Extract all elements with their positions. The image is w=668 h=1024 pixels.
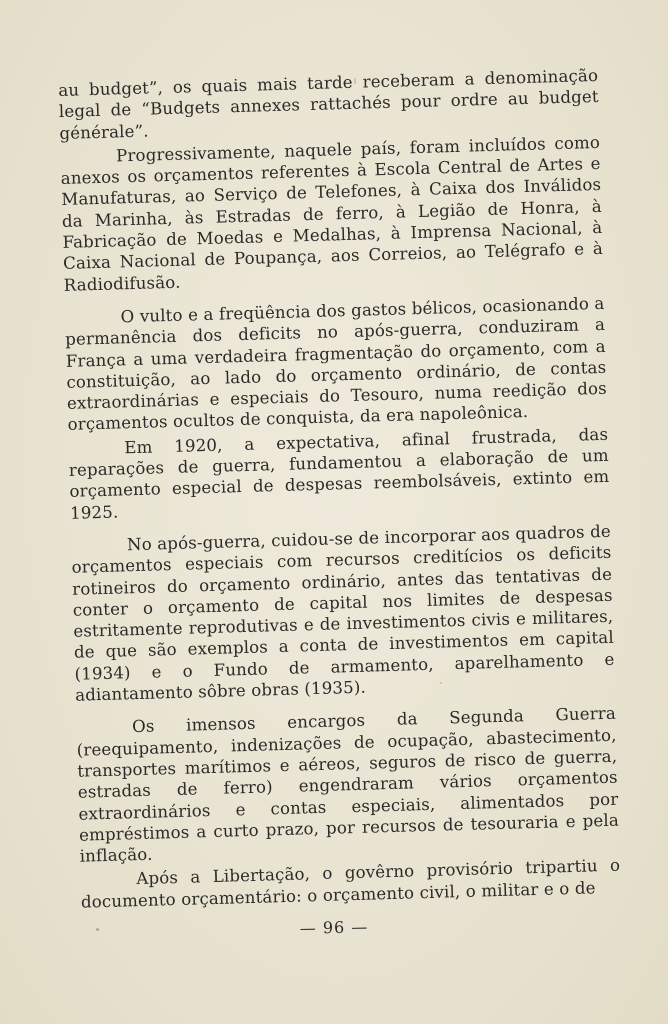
paragraph-3: O vulto e a freqüência dos gastos bélicos, ocasionando a permanência dos deficits no após-guerra, conduziram a França a uma verdadeira fragmentação do orçamento, com a constituição, ao lado do orçamento ordinário, de contas extraordinárias e especiais do Tesouro, numa reedição dos orçamentos ocultos de conquista, da era napoleônica. bbox=[64, 293, 608, 435]
paragraph-4: Em 1920, a expectativa, afinal frustrada, das reparações de guerra, fundamentou a elaboração de um orçamento especial de despesas reembolsáveis, extinto em 1925. bbox=[68, 424, 610, 523]
body-text bbox=[58, 65, 621, 913]
paragraph-1: au budget”, os quais mais tarde receberam a denominação legal de “Budgets annexes rattachés pour ordre au budget générale”. bbox=[58, 65, 599, 143]
paragraph-6: Os imensos encargos da Segunda Guerra (reequipamento, indenizações de ocupação, abastecimento, transportes marítimos e aéreos, seguros de risco de guerra, estradas de ferro) engendraram vários orçamentos extraordinários e contas especiais, alimentados por empréstimos a curto prazo, por recursos de tesouraria e pela inflação. bbox=[76, 703, 620, 866]
paper-speck bbox=[440, 682, 442, 684]
paragraph-2: Progressivamente, naquele país, foram incluídos como anexos os orçamentos referentes à Escola Central de Artes e Manufaturas, ao Serviço de Telefones, à Caixa dos Inválidos da Marinha, às Estradas de ferro, à Legião de Honra, à Fabricação de Moedas e Medalhas, à Imprensa Nacional, à Caixa Nacional de Poupança, aos Correios, ao Telégrafo e à Radiodifusão. bbox=[60, 132, 604, 295]
paragraph-5: No após-guerra, cuidou-se de incorporar aos quadros de orçamentos especiais com recursos creditícios os deficits rotineiros do orçamento ordinário, antes das tentativas de conter o orçamento de capital nos limites de despesas estritamente reprodutivas e de investimentos civis e militares, de que são exemplos a conta de investimentos em capital (1934) e o Fundo de armamento, aparelhamento e adiantamento sôbre obras (1935). bbox=[71, 521, 615, 705]
paper-speck bbox=[96, 928, 99, 931]
paper-speck bbox=[354, 78, 356, 84]
page-number: — 96 — bbox=[299, 917, 369, 938]
paragraph-7: Após a Libertação, o govêrno provisório tripartiu o documento orçamentário: o orçamento civil, o militar e o de bbox=[80, 856, 621, 912]
